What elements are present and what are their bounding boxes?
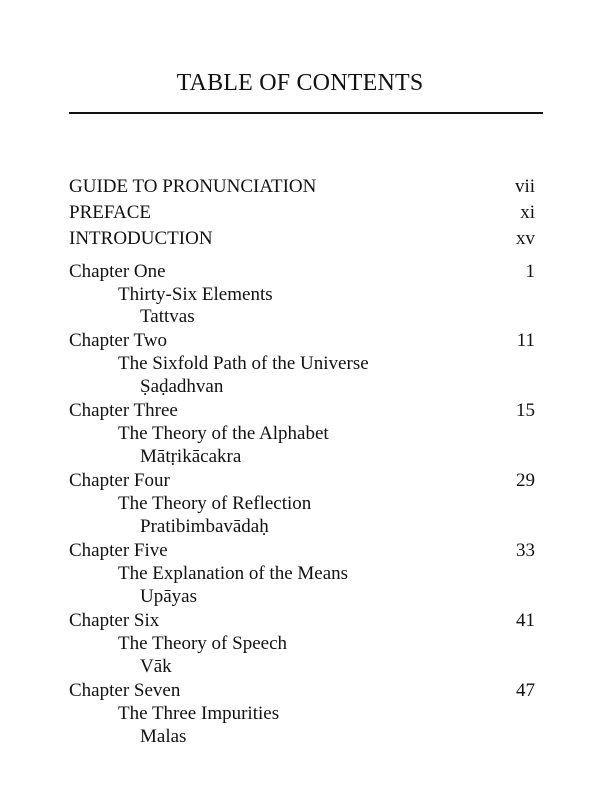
title-rule <box>69 112 543 114</box>
entry-page-number: xv <box>516 228 535 249</box>
chapter-subtitle-text: The Theory of Reflection <box>118 493 312 514</box>
entry-label: INTRODUCTION <box>69 228 213 249</box>
chapter-page-number: 47 <box>516 680 535 701</box>
chapter-term-text: Pratibimbavādaḥ <box>140 516 269 537</box>
chapter-term-text: Mātṛikācakra <box>140 446 242 467</box>
entry-page-number: vii <box>514 176 535 197</box>
chapter-label: Chapter Six <box>69 610 160 631</box>
chapter-label: Chapter Four <box>69 470 170 491</box>
chapter-term-text: Tattvas <box>140 306 195 327</box>
chapter-term-text: Ṣaḍadhvan <box>140 376 224 397</box>
chapter-label: Chapter One <box>69 261 166 282</box>
chapter-page-number: 15 <box>516 400 535 421</box>
page-title: TABLE OF CONTENTS <box>176 70 424 96</box>
entry-label: PREFACE <box>69 202 152 223</box>
chapter-subtitle-text: The Explanation of the Means <box>118 563 349 584</box>
chapter-term-text: Vāk <box>140 656 172 677</box>
chapter-page-number: 41 <box>516 610 535 631</box>
chapter-page-number: 33 <box>516 540 535 561</box>
chapter-label: Chapter Five <box>69 540 168 561</box>
chapter-page-number: 29 <box>516 470 535 491</box>
chapter-page-number: 11 <box>516 330 535 351</box>
entry-label: GUIDE TO PRONUNCIATION <box>69 176 317 197</box>
chapter-subtitle-text: Thirty-Six Elements <box>118 284 273 305</box>
chapter-label: Chapter Seven <box>69 680 181 701</box>
entry-page-number: xi <box>520 202 535 223</box>
chapter-subtitle-text: The Three Impurities <box>118 703 280 724</box>
chapter-subtitle-text: The Sixfold Path of the Universe <box>118 353 369 374</box>
chapter-subtitle-text: The Theory of Speech <box>118 633 288 654</box>
chapter-label: Chapter Two <box>69 330 168 351</box>
chapter-term-text: Upāyas <box>140 586 197 607</box>
chapter-term-text: Malas <box>140 726 187 747</box>
chapter-subtitle-text: The Theory of the Alphabet <box>118 423 329 444</box>
chapter-page-number: 1 <box>525 261 535 282</box>
chapter-label: Chapter Three <box>69 400 178 421</box>
